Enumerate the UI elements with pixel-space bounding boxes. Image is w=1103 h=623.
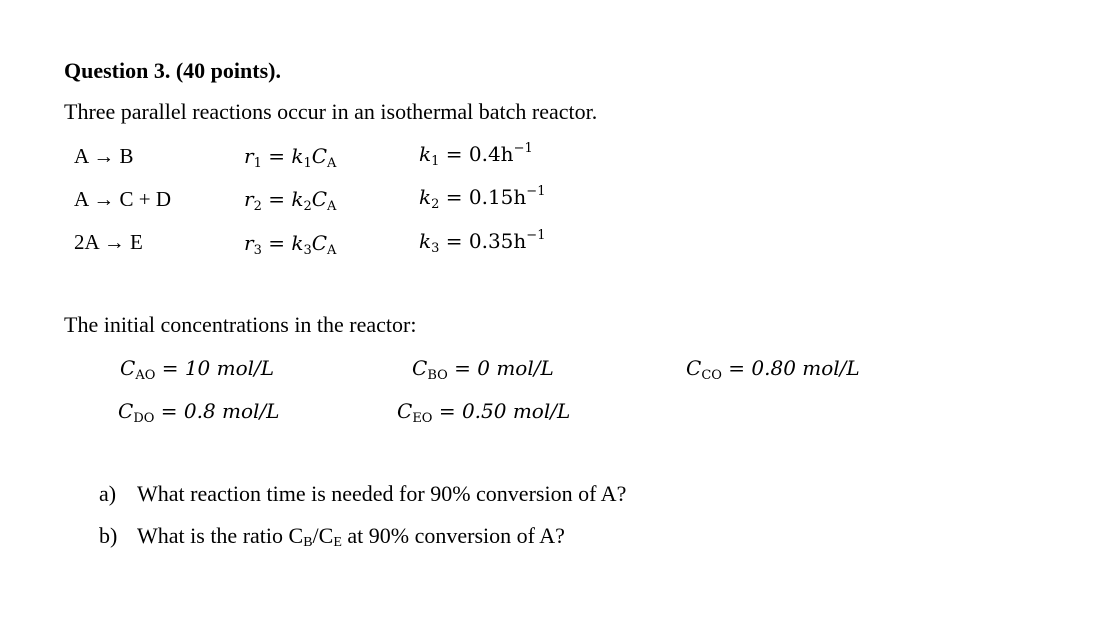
concentration-bo (412, 356, 554, 383)
rate-equals-k: = k (261, 231, 304, 255)
concentration-do (118, 399, 280, 426)
concentration-eo (397, 399, 571, 426)
sub-question-text-3: at 90% conversion of A? (341, 523, 565, 548)
question-title: Question 3. (40 points). (64, 58, 281, 83)
concentration-subscript: EO (412, 411, 433, 426)
concentration-symbol: C (118, 399, 134, 423)
concentration-value: = 0 mol/L (447, 356, 554, 380)
concentration-symbol: C (397, 399, 413, 423)
k-subscript: 1 (303, 156, 312, 171)
rate-constant-1 (419, 141, 533, 169)
sub-question-subscript-e: E (333, 535, 342, 550)
sub-question-subscript-b: B (303, 535, 313, 550)
rate-subscript: 3 (253, 243, 262, 258)
k-subscript: 2 (303, 199, 312, 214)
reaction-2-equation: A → C + D (74, 187, 172, 211)
rate-law-2 (244, 187, 337, 214)
k-value: = 0.15h (439, 185, 527, 209)
k-value: = 0.35h (439, 229, 527, 253)
concentration-subscript: AO (135, 368, 156, 383)
k-subscript: 3 (303, 243, 312, 258)
rate-subscript: 1 (253, 156, 262, 171)
concentration-value: = 0.50 mol/L (432, 399, 571, 423)
concentration-symbol: C (311, 144, 328, 168)
question-intro: Three parallel reactions occur in an isothermal batch reactor. (64, 99, 598, 124)
rate-constant-2 (419, 184, 546, 212)
rate-law-3 (244, 231, 337, 258)
concentration-subscript: CO (701, 368, 722, 383)
concentration-subscript: A (327, 156, 337, 171)
sub-question-text-2: /C (312, 523, 334, 548)
k-symbol: k (419, 229, 432, 253)
rate-constant-3 (419, 228, 546, 256)
concentration-ao (120, 356, 275, 383)
rate-subscript: 2 (253, 199, 262, 214)
k-subscript: 2 (431, 197, 440, 212)
concentration-subscript: A (327, 243, 337, 258)
concentration-symbol: C (412, 356, 428, 380)
k-symbol: k (419, 142, 432, 166)
concentration-symbol: C (120, 356, 136, 380)
concentration-symbol: C (311, 231, 328, 255)
k-symbol: k (419, 185, 432, 209)
sub-question-label: a) (99, 481, 117, 506)
k-subscript: 3 (431, 241, 440, 256)
concentration-subscript: A (327, 199, 337, 214)
concentration-symbol: C (311, 187, 328, 211)
rate-equals-k: = k (261, 187, 304, 211)
sub-question-a (99, 481, 626, 507)
reaction-3-equation: 2A → E (74, 230, 143, 254)
rate-law-1 (244, 144, 337, 171)
sub-question-text-1: What is the ratio C (137, 523, 304, 548)
rate-equals-k: = k (261, 144, 304, 168)
k-exponent: −1 (526, 184, 546, 199)
concentration-subscript: DO (133, 411, 155, 426)
concentration-value: = 10 mol/L (155, 356, 275, 380)
k-exponent: −1 (513, 141, 533, 156)
rate-symbol: r (244, 231, 254, 255)
concentrations-intro: The initial concentrations in the reactor: (64, 312, 417, 337)
sub-question-text: What reaction time is needed for 90% conversion of A? (137, 481, 627, 506)
k-value: = 0.4h (439, 142, 514, 166)
concentration-co (686, 356, 860, 383)
concentration-value: = 0.80 mol/L (721, 356, 860, 380)
rate-symbol: r (244, 144, 254, 168)
concentration-symbol: C (686, 356, 702, 380)
sub-question-b (99, 523, 565, 549)
sub-question-label: b) (99, 523, 118, 548)
reaction-1-equation: A → B (74, 144, 134, 168)
concentration-subscript: BO (427, 368, 448, 383)
k-exponent: −1 (526, 228, 546, 243)
rate-symbol: r (244, 187, 254, 211)
k-subscript: 1 (431, 154, 440, 169)
concentration-value: = 0.8 mol/L (154, 399, 280, 423)
